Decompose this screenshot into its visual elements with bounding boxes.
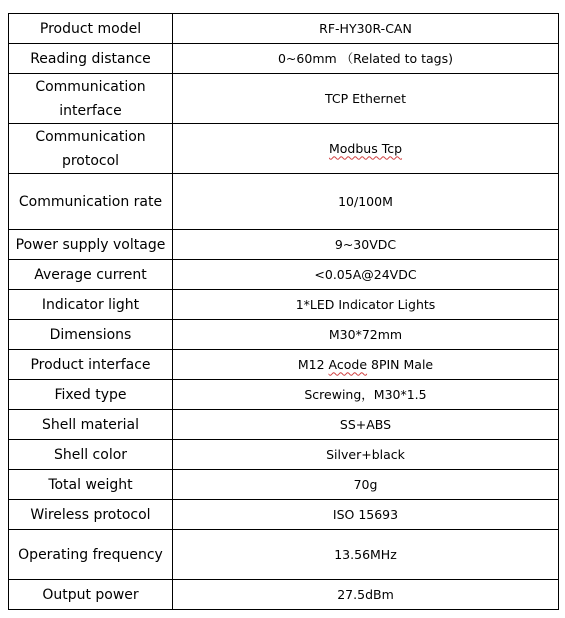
table-row	[9, 14, 559, 44]
spec-table	[8, 13, 559, 610]
table-row	[9, 500, 559, 530]
spec-value: 1*LED Indicator Lights	[173, 290, 559, 320]
spec-label: Indicator light	[9, 290, 173, 320]
spec-label: Shell material	[9, 410, 173, 440]
spec-label: Dimensions	[9, 320, 173, 350]
spec-label: Reading distance	[9, 44, 173, 74]
spec-label: Output power	[9, 580, 173, 610]
table-row	[9, 74, 559, 124]
spec-label: Communication protocol	[9, 124, 173, 174]
table-row	[9, 260, 559, 290]
table-row	[9, 124, 559, 174]
spec-value: 27.5dBm	[173, 580, 559, 610]
table-row	[9, 230, 559, 260]
table-row	[9, 470, 559, 500]
spec-label: Wireless protocol	[9, 500, 173, 530]
spec-value: 0~60mm （Related to tags)	[173, 44, 559, 74]
spec-value: M30*72mm	[173, 320, 559, 350]
spec-label: Communication rate	[9, 174, 173, 230]
table-row	[9, 530, 559, 580]
spec-value-text: M12	[297, 356, 329, 372]
spec-value-text: 8PIN Male	[367, 356, 434, 372]
spec-label: Communication interface	[9, 74, 173, 124]
spec-label: Fixed type	[9, 380, 173, 410]
spec-value: Silver+black	[173, 440, 559, 470]
spec-label: Operating frequency	[9, 530, 173, 580]
spec-value-text: Acode	[328, 356, 368, 372]
spec-label: Total weight	[9, 470, 173, 500]
spec-value: Screwing，M30*1.5	[173, 380, 559, 410]
spec-value: TCP Ethernet	[173, 74, 559, 124]
spec-value: 9~30VDC	[173, 230, 559, 260]
table-row	[9, 350, 559, 380]
spec-value: SS+ABS	[173, 410, 559, 440]
spec-value: 10/100M	[173, 174, 559, 230]
spec-label: Average current	[9, 260, 173, 290]
table-row	[9, 320, 559, 350]
table-row	[9, 174, 559, 230]
table-row	[9, 410, 559, 440]
spec-label: Product model	[9, 14, 173, 44]
spec-value: <0.05A@24VDC	[173, 260, 559, 290]
spec-value: 70g	[173, 470, 559, 500]
table-row	[9, 440, 559, 470]
spec-value	[173, 350, 559, 380]
spec-label: Shell color	[9, 440, 173, 470]
table-row	[9, 580, 559, 610]
spec-value: RF-HY30R-CAN	[173, 14, 559, 44]
spec-label: Power supply voltage	[9, 230, 173, 260]
table-row	[9, 44, 559, 74]
spec-value	[173, 124, 559, 174]
spec-label: Product interface	[9, 350, 173, 380]
spec-value-text: Modbus Tcp	[328, 140, 403, 156]
spec-value: 13.56MHz	[173, 530, 559, 580]
table-row	[9, 290, 559, 320]
spec-value: ISO 15693	[173, 500, 559, 530]
table-row	[9, 380, 559, 410]
